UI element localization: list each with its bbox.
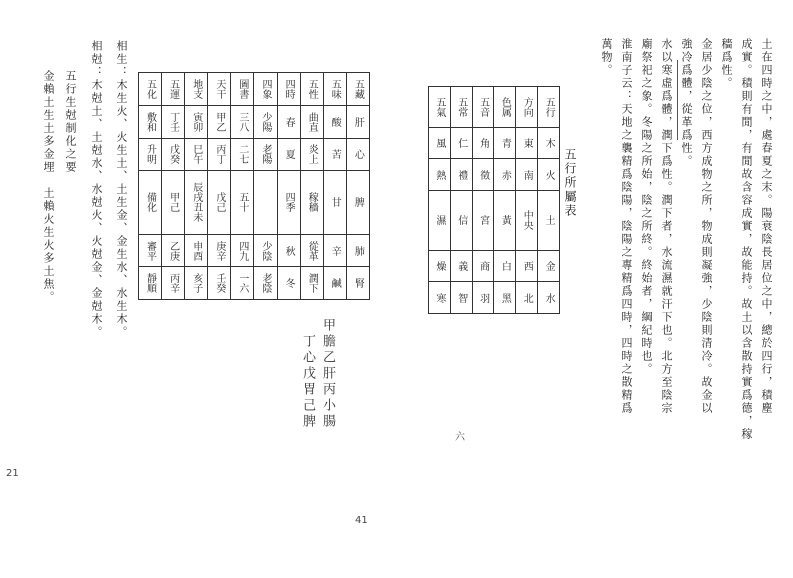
table-cell: 升明 (139, 138, 162, 171)
table-cell: 乙庚 (162, 234, 185, 267)
table-cell: 火 (538, 159, 560, 190)
text-column: 萬物。 (600, 38, 613, 77)
page-mark: 41 (355, 515, 368, 526)
table-header-cell: 四象 (254, 73, 277, 106)
table-cell: 曲直 (300, 106, 323, 139)
table-cell: 青 (494, 128, 516, 159)
table-cell: 冬 (277, 267, 300, 300)
table-cell: 白 (494, 251, 516, 282)
table-cell: 審平 (139, 234, 162, 267)
table-row (429, 190, 560, 250)
table-cell: 甲乙 (208, 106, 231, 139)
table-cell: 中央 (516, 190, 538, 250)
table-cell: 禮 (450, 159, 472, 190)
table-cell: 敷和 (139, 106, 162, 139)
table-cell: 戊己 (208, 171, 231, 235)
table-cell: 智 (450, 282, 472, 314)
table-cell: 老陰 (254, 267, 277, 300)
text-column: 成實。積則有閒，有閒故含容成實，故能持。故土以含散持實爲德，稼 (740, 38, 753, 441)
text-column-sheng: 相生：木生火、火生土、土生金、金生水、水生木。 (115, 40, 128, 339)
table-cell: 肝 (346, 106, 369, 139)
table-cell: 風 (429, 128, 451, 159)
table-cell: 黃 (494, 190, 516, 250)
table-cell: 寒 (429, 282, 451, 314)
table-cell: 辛 (323, 234, 346, 267)
table-cell: 羽 (472, 282, 494, 314)
table-header-cell: 色属 (494, 87, 516, 128)
page-number: 21 (6, 468, 19, 479)
table-header-cell: 五味 (323, 73, 346, 106)
table-cell: 肺 (346, 234, 369, 267)
table-cell: 巳午 (185, 138, 208, 171)
table-cell: 一六 (231, 267, 254, 300)
table-header-cell: 四時 (277, 73, 300, 106)
table-cell: 徵 (472, 159, 494, 190)
table-cell: 赤 (494, 159, 516, 190)
page-mark: 六 (455, 432, 465, 443)
table-header-cell: 五藏 (346, 73, 369, 106)
table-cell: 從革 (300, 234, 323, 267)
table-header-cell: 五運 (162, 73, 185, 106)
table-cell: 老陽 (254, 138, 277, 171)
table-cell: 商 (472, 251, 494, 282)
table-cell: 脾 (346, 171, 369, 235)
text-column: 金居少陰之位，西方成物之所，物成則凝強，少陰則清冷。故金以 (700, 38, 713, 415)
text-column: 穡爲性。 (720, 38, 733, 90)
table-cell: 黑 (494, 282, 516, 314)
handwritten-note-2: 丁心戊胃己脾 (300, 334, 315, 430)
table-cell: 信 (450, 190, 472, 250)
table-cell: 少陽 (254, 106, 277, 139)
table-cell: 仁 (450, 128, 472, 159)
table-cell: 角 (472, 128, 494, 159)
table-row (139, 171, 370, 235)
table-cell: 苦 (323, 138, 346, 171)
table-cell: 辰戌丑未 (185, 171, 208, 235)
table-cell: 炎上 (300, 138, 323, 171)
table-cell: 丙丁 (208, 138, 231, 171)
table-header-cell: 五音 (472, 87, 494, 128)
table-cell: 稼穡 (300, 171, 323, 235)
text-column: 強冷爲體，從革爲性。 (680, 38, 693, 168)
table-cell (254, 171, 277, 235)
table-cell: 三八 (231, 106, 254, 139)
table-header-cell: 五常 (450, 87, 472, 128)
table-cell: 心 (346, 138, 369, 171)
table-cell: 亥子 (185, 267, 208, 300)
table-cell: 潤下 (300, 267, 323, 300)
table-header-cell: 五氣 (429, 87, 451, 128)
text-column-ke: 相尅：木尅土、土尅水、水尅火、火尅金、金尅木。 (90, 40, 103, 339)
table-header-cell: 圖書 (231, 73, 254, 106)
table-cell: 備化 (139, 171, 162, 235)
table-row (429, 128, 560, 159)
table-header-cell: 五化 (139, 73, 162, 106)
table-row (429, 251, 560, 282)
table-cell: 甘 (323, 171, 346, 235)
table-cell: 五十 (231, 171, 254, 235)
table-cell: 土 (538, 190, 560, 250)
wuxing-correspondence-table (138, 72, 370, 300)
text-column-heading: 五行生尅制化之要 (64, 70, 77, 174)
table-cell: 申酉 (185, 234, 208, 267)
table-row (429, 282, 560, 314)
table-cell: 東 (516, 128, 538, 159)
handwritten-note-1: 甲膽乙肝丙小腸 (320, 318, 335, 430)
table-cell: 水 (538, 282, 560, 314)
text-column: 水以寒虛爲體，潤下爲性。潤下者，水流濕就汗下也。北方至陰宗 (660, 38, 673, 415)
table-cell: 夏 (277, 138, 300, 171)
table-cell: 酸 (323, 106, 346, 139)
table-cell: 西 (516, 251, 538, 282)
table-header-cell: 五性 (300, 73, 323, 106)
table-row (139, 138, 370, 171)
table-cell: 腎 (346, 267, 369, 300)
table-cell: 庚辛 (208, 234, 231, 267)
text-column: 廟祭祀之象。冬陽之所始，陰之所終。終始者，綱紀時也。 (640, 38, 653, 376)
table-cell: 北 (516, 282, 538, 314)
table-cell: 丁壬 (162, 106, 185, 139)
table-cell: 秋 (277, 234, 300, 267)
table-cell: 熱 (429, 159, 451, 190)
table-cell: 寅卯 (185, 106, 208, 139)
table-cell: 南 (516, 159, 538, 190)
table-cell: 春 (277, 106, 300, 139)
table-row (139, 234, 370, 267)
table-cell: 四九 (231, 234, 254, 267)
table-header-cell: 方向 (516, 87, 538, 128)
table-cell: 宮 (472, 190, 494, 250)
text-column: 土在四時之中，處春夏之末。陽衰陰長居位之中，總於四行，積塵 (760, 38, 773, 415)
table-cell: 木 (538, 128, 560, 159)
table-cell: 壬癸 (208, 267, 231, 300)
table-cell: 燥 (429, 251, 451, 282)
table-cell: 少陰 (254, 234, 277, 267)
table-cell: 靜順 (139, 267, 162, 300)
vertical-rule (677, 60, 678, 140)
table-cell: 義 (450, 251, 472, 282)
text-column-metal-earth: 金賴土生土多金埋 土賴火生火多土焦。 (42, 70, 55, 304)
table-cell: 四季 (277, 171, 300, 235)
table-title: 五行所屬表 (563, 148, 577, 218)
table-cell: 甲己 (162, 171, 185, 235)
table-cell: 丙辛 (162, 267, 185, 300)
text-column: 淮南子云：天地之襲精爲陰陽，陰陽之專精爲四時，四時之散精爲 (620, 38, 633, 415)
table-cell: 鹹 (323, 267, 346, 300)
wuxing-attributes-table (428, 86, 560, 314)
table-row (139, 106, 370, 139)
table-cell: 戊癸 (162, 138, 185, 171)
table-cell: 濕 (429, 190, 451, 250)
table-cell: 金 (538, 251, 560, 282)
table-header-cell: 五行 (538, 87, 560, 128)
table-row (139, 267, 370, 300)
table-header-cell: 地支 (185, 73, 208, 106)
table-header-cell: 天干 (208, 73, 231, 106)
table-row (429, 159, 560, 190)
table-cell: 二七 (231, 138, 254, 171)
